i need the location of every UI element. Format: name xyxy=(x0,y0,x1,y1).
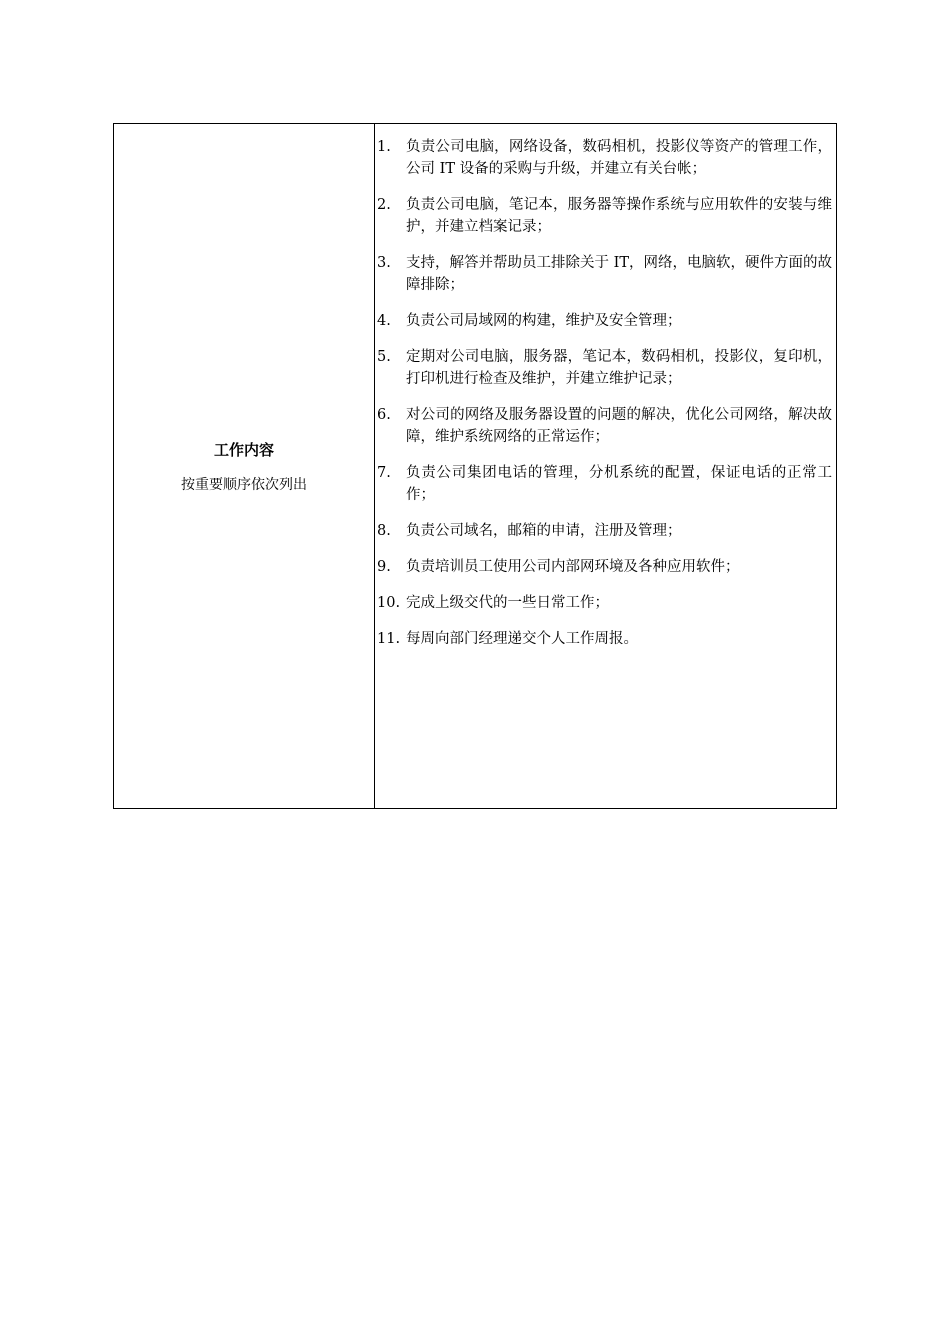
list-item xyxy=(377,628,834,650)
list-item xyxy=(377,136,834,180)
list-item xyxy=(377,404,834,448)
item-number: 4. xyxy=(377,313,391,329)
item-text: 负责培训员工使用公司内部网环境及各种应用软件； xyxy=(406,559,740,575)
item-number: 1. xyxy=(377,139,391,155)
list-item xyxy=(377,252,834,296)
list-item xyxy=(377,592,834,614)
item-number: 7. xyxy=(377,465,391,481)
duty-list xyxy=(377,136,834,650)
item-text: 完成上级交代的一些日常工作； xyxy=(406,595,609,611)
item-text: 支持，解答并帮助员工排除关于 IT，网络，电脑软，硬件方面的故障排除； xyxy=(406,255,833,293)
item-number: 10. xyxy=(377,595,401,611)
item-number: 5. xyxy=(377,349,391,365)
item-text: 负责公司局域网的构建，维护及安全管理； xyxy=(406,313,682,329)
section-title: 工作内容 xyxy=(213,440,274,459)
list-item xyxy=(377,462,834,506)
item-number: 3. xyxy=(377,255,391,271)
list-item xyxy=(377,556,834,578)
item-number: 9. xyxy=(377,559,391,575)
list-item xyxy=(377,194,834,238)
item-text: 负责公司电脑，网络设备，数码相机，投影仪等资产的管理工作，公司 IT 设备的采购与升级，并建立有关台帐； xyxy=(406,139,832,177)
item-text: 负责公司电脑，笔记本，服务器等操作系统与应用软件的安装与维护，并建立档案记录； xyxy=(406,197,832,235)
item-number: 11. xyxy=(377,631,401,647)
list-item xyxy=(377,346,834,390)
item-number: 2. xyxy=(377,197,391,213)
item-text: 对公司的网络及服务器设置的问题的解决，优化公司网络，解决故障，维护系统网络的正常运作； xyxy=(406,407,832,445)
item-number: 8. xyxy=(377,523,391,539)
job-duties-table xyxy=(113,123,837,809)
item-text: 负责公司集团电话的管理，分机系统的配置，保证电话的正常工作； xyxy=(406,465,832,503)
item-text: 负责公司域名，邮箱的申请，注册及管理； xyxy=(406,523,682,539)
duties-cell xyxy=(375,124,836,808)
section-subtitle: 按重要顺序依次列出 xyxy=(181,476,307,493)
label-cell xyxy=(114,124,375,808)
list-item xyxy=(377,310,834,332)
item-text: 定期对公司电脑，服务器，笔记本，数码相机，投影仪，复印机，打印机进行检查及维护，并建立维护记录； xyxy=(406,349,832,387)
item-text: 每周向部门经理递交个人工作周报。 xyxy=(406,631,638,647)
list-item xyxy=(377,520,834,542)
item-number: 6. xyxy=(377,407,391,423)
